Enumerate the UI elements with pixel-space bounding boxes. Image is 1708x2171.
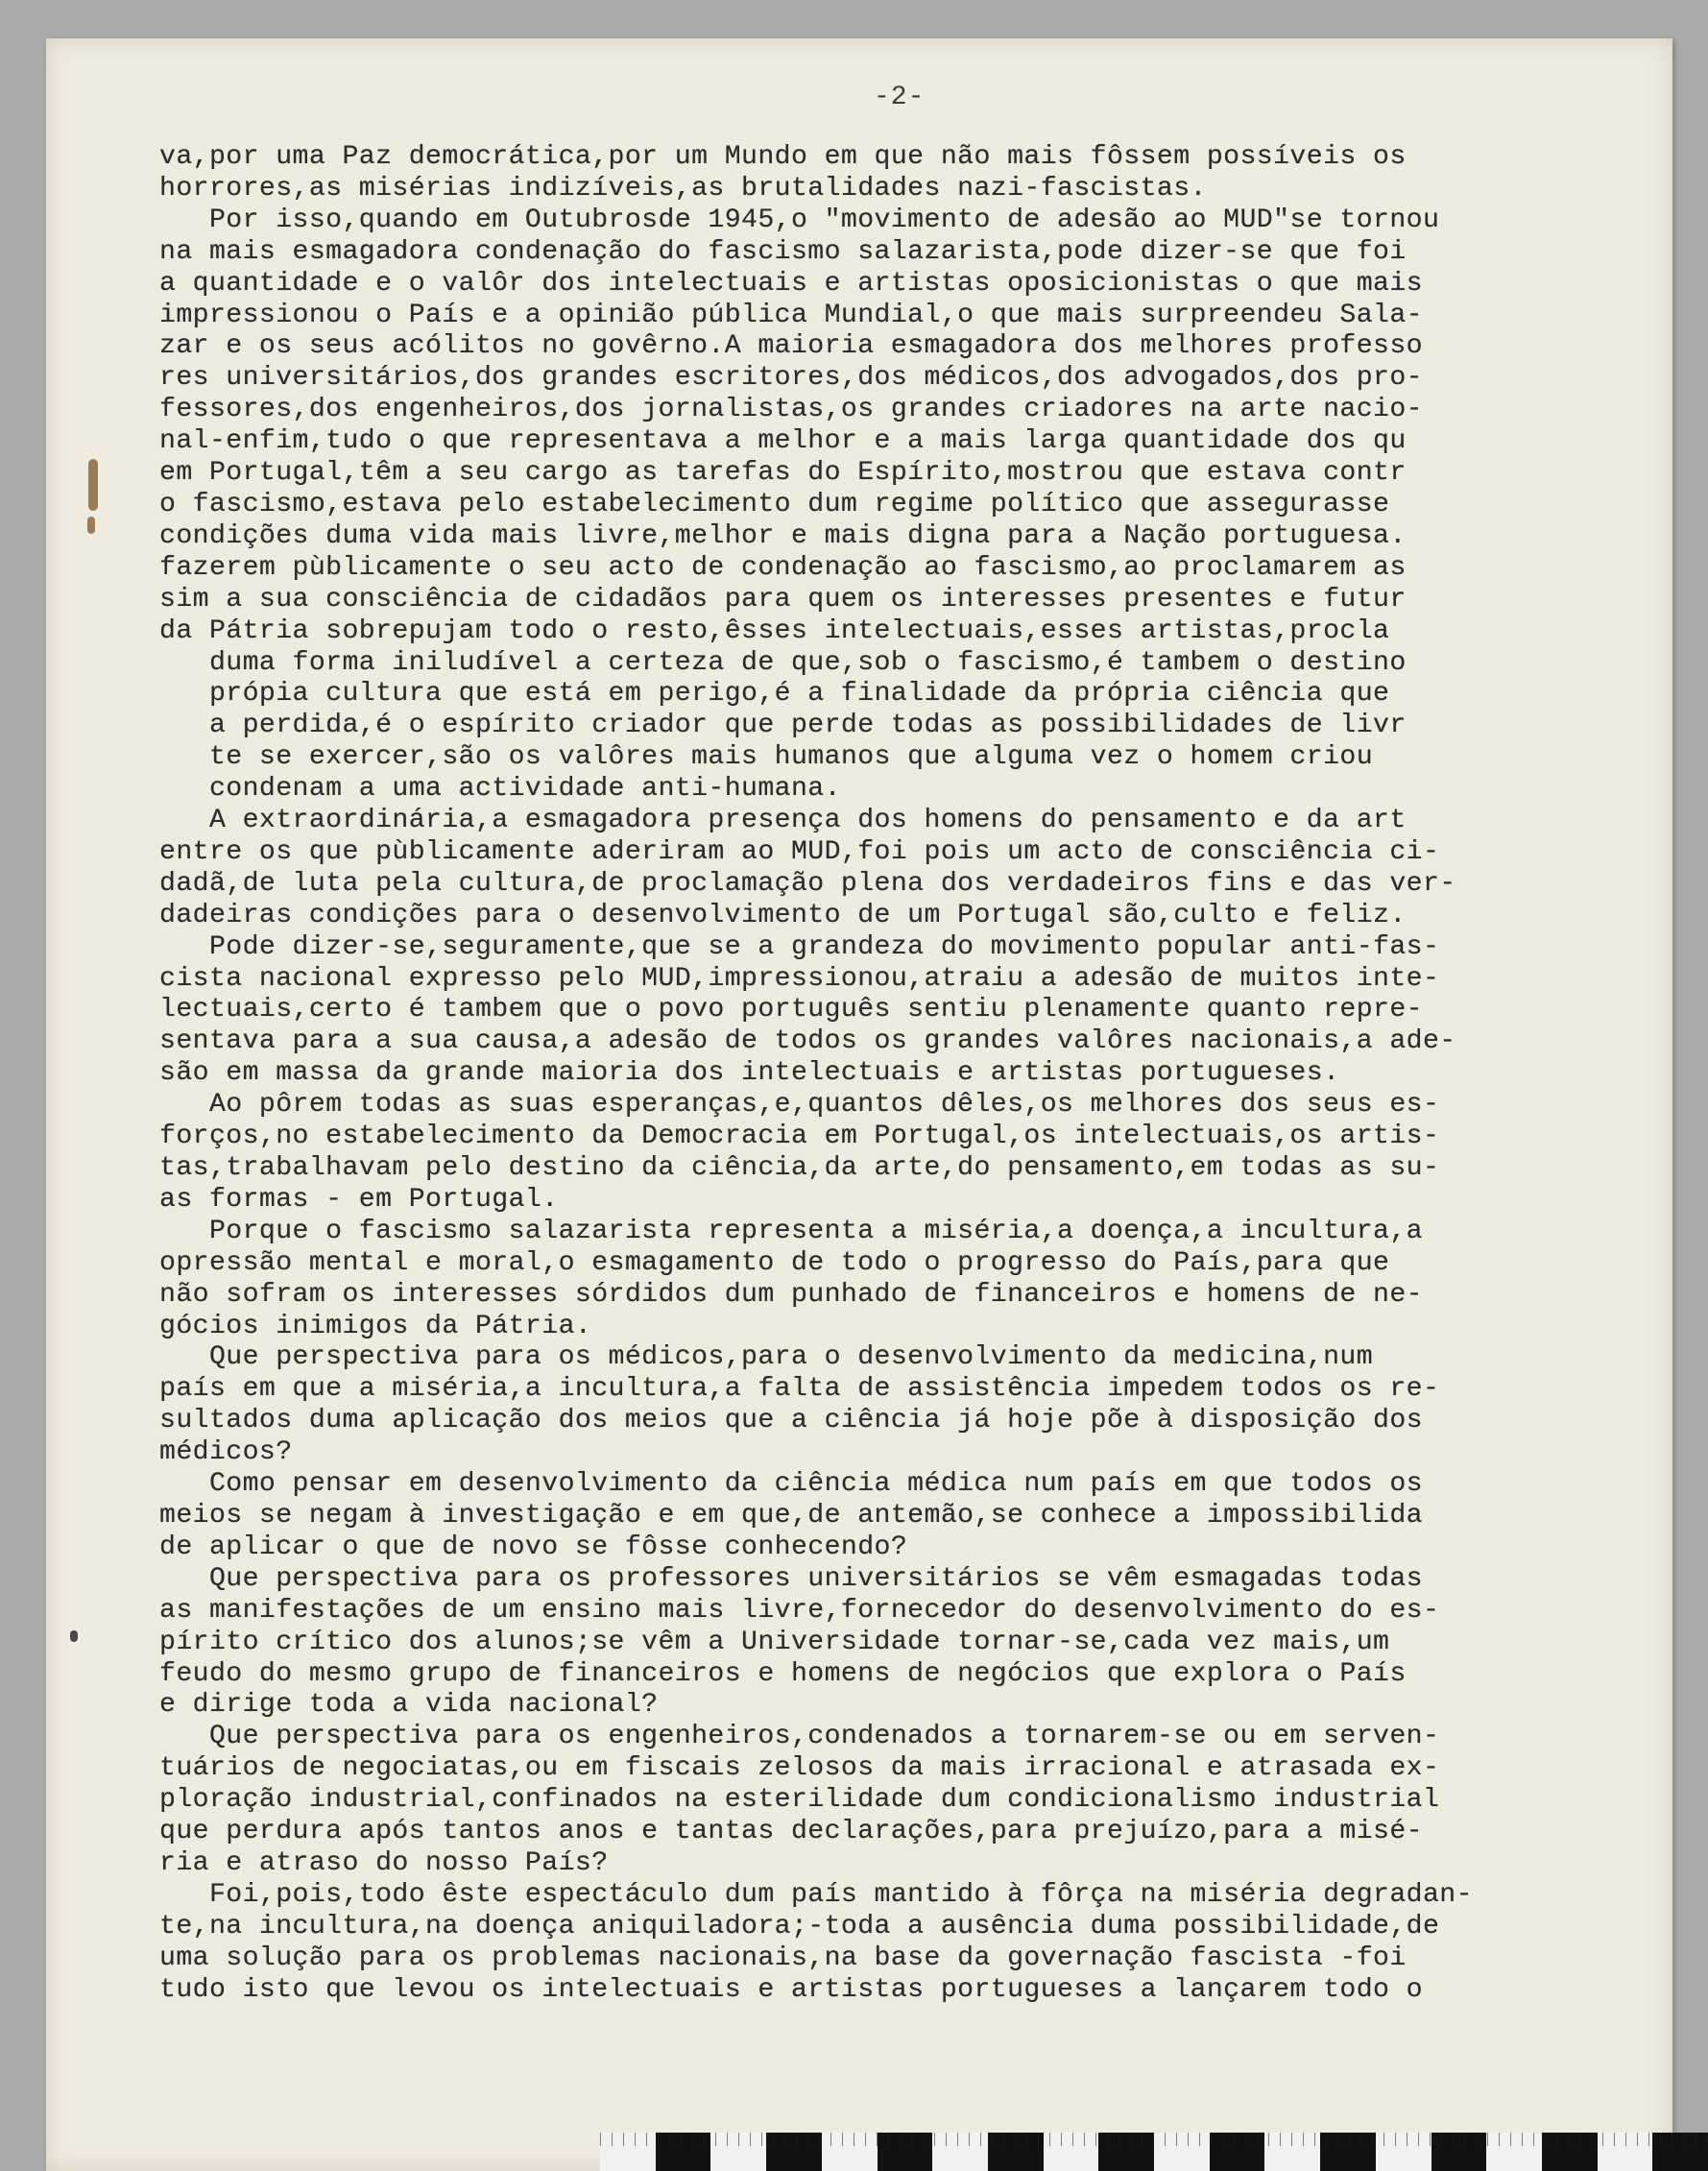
text-line: pírito crítico dos alunos;se vêm a Universidade tornar-se,cada vez mais,um	[159, 1627, 1390, 1657]
text-line: não sofram os interesses sórdidos dum punhado de financeiros e homens de ne-	[159, 1279, 1423, 1310]
text-line: A extraordinária,a esmagadora presença dos homens do pensamento e da art	[159, 806, 1407, 836]
text-line: res universitários,dos grandes escritores,dos médicos,dos advogados,dos pro-	[159, 363, 1423, 394]
text-line: te se exercer,são os valôres mais humanos que alguma vez o homem criou	[159, 742, 1374, 773]
text-line: Que perspectiva para os médicos,para o desenvolvimento da medicina,num	[159, 1342, 1374, 1373]
text-line: Porque o fascismo salazarista representa a miséria,a doença,a incultura,a	[159, 1216, 1423, 1246]
text-line: Que perspectiva para os professores universitários se vêm esmagadas todas	[159, 1563, 1423, 1594]
text-line: e dirige toda a vida nacional?	[159, 1690, 659, 1721]
text-line: em Portugal,têm a seu cargo as tarefas do Espírito,mostrou que estava contr	[159, 458, 1407, 489]
text-line: as formas - em Portugal.	[159, 1184, 559, 1215]
text-line: país em que a miséria,a incultura,a falta de assistência impedem todos os re-	[159, 1374, 1440, 1405]
text-line: va,por uma Paz democrática,por um Mundo em que não mais fôssem possíveis os	[159, 142, 1407, 172]
text-line: duma forma iniludível a certeza de que,sob o fascismo,é tambem o destino	[159, 647, 1407, 678]
text-line: cista nacional expresso pelo MUD,impressionou,atraiu a adesão de muitos inte-	[159, 963, 1440, 994]
typewritten-body	[159, 142, 1657, 2006]
text-line: médicos?	[159, 1437, 293, 1468]
text-line: a quantidade e o valôr dos intelectuais e artistas oposicionistas o que mais	[159, 268, 1423, 299]
text-line: impressionou o País e a opinião pública Mundial,o que mais surpreendeu Sala-	[159, 300, 1423, 330]
text-line: tudo isto que levou os intelectuais e artistas portugueses a lançarem todo o	[159, 1974, 1423, 2005]
text-line: zar e os seus acólitos no govêrno.A maioria esmagadora dos melhores professo	[159, 331, 1423, 362]
text-line: Ao pôrem todas as suas esperanças,e,quantos dêles,os melhores dos seus es-	[159, 1090, 1440, 1121]
text-line: lectuais,certo é tambem que o povo português sentiu plenamente quanto repre-	[159, 995, 1423, 1025]
text-line: Que perspectiva para os engenheiros,condenados a tornarem-se ou em serven-	[159, 1722, 1440, 1752]
text-line: condenam a uma actividade anti-humana.	[159, 774, 841, 805]
text-line: Pode dizer-se,seguramente,que se a grandeza do movimento popular anti-fas-	[159, 931, 1440, 962]
page-number: -2-	[874, 83, 926, 112]
text-line: própia cultura que está em perigo,é a finalidade da própria ciência que	[159, 679, 1390, 710]
text-line: opressão mental e moral,o esmagamento de todo o progresso do País,para que	[159, 1247, 1390, 1278]
text-line: na mais esmagadora condenação do fascismo salazarista,pode dizer-se que foi	[159, 236, 1407, 267]
text-line: sim a sua consciência de cidadãos para quem os interesses presentes e futur	[159, 584, 1407, 615]
rust-stain	[87, 517, 95, 534]
text-line: sultados duma aplicação dos meios que a ciência já hoje põe à disposição dos	[159, 1406, 1423, 1436]
text-line: nal-enfim,tudo o que representava a melhor e a mais larga quantidade dos qu	[159, 426, 1407, 457]
text-line: sentava para a sua causa,a adesão de todos os grandes valôres nacionais,a ade-	[159, 1026, 1456, 1057]
document-page	[46, 38, 1672, 2171]
text-line: da Pátria sobrepujam todo o resto,êsses intelectuais,esses artistas,procla	[159, 615, 1390, 646]
rust-stain	[88, 459, 98, 511]
text-line: de aplicar o que de novo se fôsse conhecendo?	[159, 1532, 908, 1562]
text-line: meios se negam à investigação e em que,de antemão,se conhece a impossibilida	[159, 1500, 1423, 1531]
text-line: são em massa da grande maioria dos intelectuais e artistas portugueses.	[159, 1058, 1340, 1089]
text-line: ploração industrial,confinados na esterilidade dum condicionalismo industrial	[159, 1785, 1440, 1816]
text-line: Como pensar em desenvolvimento da ciência médica num país em que todos os	[159, 1469, 1423, 1500]
text-line: ria e atraso do nosso País?	[159, 1847, 609, 1878]
text-line: fazerem pùblicamente o seu acto de condenação ao fascismo,ao proclamarem as	[159, 552, 1407, 583]
text-line: condições duma vida mais livre,melhor e mais digna para a Nação portuguesa.	[159, 520, 1407, 551]
text-line: forços,no estabelecimento da Democracia em Portugal,os intelectuais,os artis-	[159, 1122, 1440, 1152]
rust-stain	[70, 1630, 78, 1642]
text-line: entre os que pùblicamente aderiram ao MUD,foi pois um acto de consciência ci-	[159, 836, 1440, 867]
text-line: horrores,as misérias indizíveis,as brutalidades nazi-fascistas.	[159, 173, 1207, 204]
text-line: que perdura após tantos anos e tantas declarações,para prejuízo,para a misé-	[159, 1817, 1423, 1847]
text-line: te,na incultura,na doença aniquiladora;-toda a ausência duma possibilidade,de	[159, 1911, 1440, 1942]
text-line: uma solução para os problemas nacionais,na base da governação fascista -foi	[159, 1942, 1407, 1973]
text-line: fessores,dos engenheiros,dos jornalistas,os grandes criadores na arte nacio-	[159, 395, 1423, 425]
text-line: as manifestações de um ensino mais livre,fornecedor do desenvolvimento do es-	[159, 1595, 1440, 1626]
text-line: a perdida,é o espírito criador que perde todas as possibilidades de livr	[159, 711, 1407, 741]
text-line: o fascismo,estava pelo estabelecimento dum regime político que assegurasse	[159, 489, 1390, 519]
text-line: tas,trabalhavam pelo destino da ciência,da arte,do pensamento,em todas as su-	[159, 1153, 1440, 1183]
color-scale-ruler	[600, 2133, 1708, 2171]
text-line: gócios inimigos da Pátria.	[159, 1311, 592, 1341]
text-line: Foi,pois,todo êste espectáculo dum país mantido à fôrça na miséria degradan-	[159, 1879, 1473, 1910]
text-line: dadeiras condições para o desenvolvimento de um Portugal são,culto e feliz.	[159, 900, 1407, 930]
text-line: tuários de negociatas,ou em fiscais zelosos da mais irracional e atrasada ex-	[159, 1753, 1440, 1784]
text-line: dadã,de luta pela cultura,de proclamação plena dos verdadeiros fins e das ver-	[159, 868, 1456, 899]
text-line: feudo do mesmo grupo de financeiros e homens de negócios que explora o País	[159, 1658, 1407, 1689]
text-line: Por isso,quando em Outubrosde 1945,o "movimento de adesão ao MUD"se tornou	[159, 205, 1440, 235]
